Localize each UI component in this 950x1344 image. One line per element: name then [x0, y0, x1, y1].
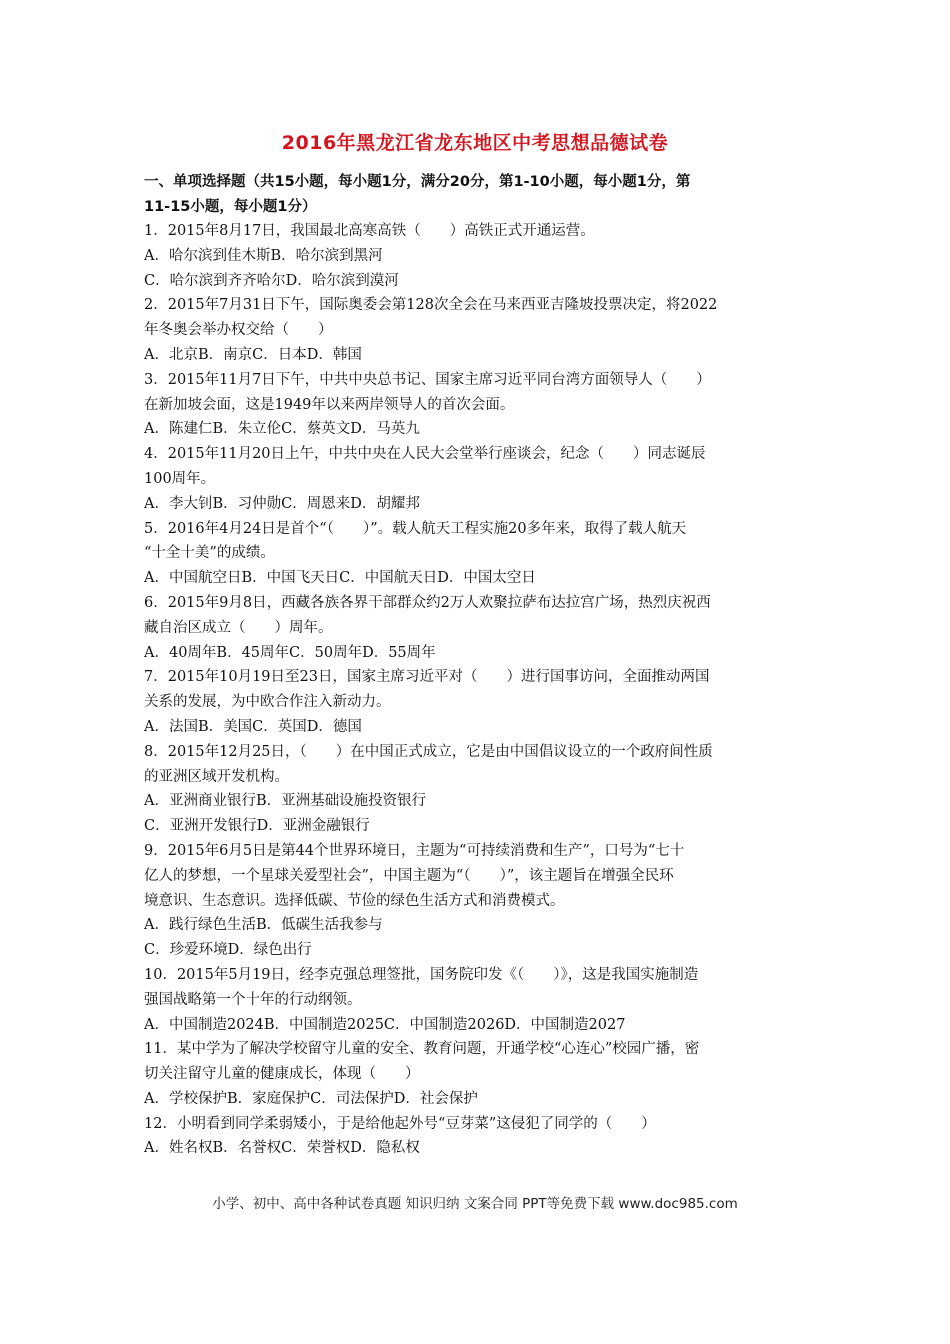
- text-line: 5．2016年4月24日是首个“（ ）”。载人航天工程实施20多年来，取得了载人航天: [144, 520, 687, 537]
- text-line: A．陈建仁B．朱立伦C．蔡英文D．马英九: [144, 421, 420, 438]
- text-line: A．北京B．南京C．日本D．韩国: [144, 346, 362, 363]
- exam-title: 2016年黑龙江省龙东地区中考思想品德试卷: [281, 132, 669, 154]
- text-line: A．中国制造2024B．中国制造2025C．中国制造2026D．中国制造2027: [144, 1016, 626, 1033]
- section-heading: [144, 170, 814, 220]
- text-line: 切关注留守儿童的健康成长，体现（ ）: [144, 1066, 420, 1083]
- text-line: 的亚洲区域开发机构。: [144, 768, 289, 785]
- section-heading-line: 一、单项选择题（共15小题，每小题1分，满分20分，第1-10小题，每小题1分，第: [144, 174, 691, 190]
- text-line: 亿人的梦想，一个星球关爱型社会”，中国主题为“（ ）”，该主题旨在增强全民环: [144, 867, 674, 884]
- text-line: 6．2015年9月8日，西藏各族各界干部群众约2万人欢聚拉萨布达拉宫广场，热烈庆祝西: [144, 594, 711, 611]
- text-line: 年冬奥会举办权交给（ ）: [144, 322, 333, 339]
- text-line: 藏自治区成立（ ）周年。: [144, 619, 333, 636]
- text-line: 境意识、生态意识。选择低碳、节俭的绿色生活方式和消费模式。: [144, 892, 565, 909]
- text-line: 12．小明看到同学柔弱矮小，于是给他起外号“豆芽菜”这侵犯了同学的（ ）: [144, 1115, 656, 1132]
- text-line: A．哈尔滨到佳木斯B．哈尔滨到黑河: [144, 247, 383, 264]
- text-line: 8．2015年12月25日，（ ）在中国正式成立，它是由中国倡议设立的一个政府间性质: [144, 743, 713, 760]
- text-line: A．李大钊B．习仲勋C．周恩来D．胡耀邦: [144, 495, 420, 512]
- text-line: 在新加坡会面，这是1949年以来两岸领导人的首次会面。: [144, 396, 515, 413]
- text-line: A．亚洲商业银行B．亚洲基础设施投资银行: [144, 793, 427, 810]
- text-line: 关系的发展，为中欧合作注入新动力。: [144, 694, 391, 711]
- text-line: 11．某中学为了解决学校留守儿童的安全、教育问题，开通学校“心连心”校园广播，密: [144, 1041, 700, 1058]
- text-line: C．亚洲开发银行D．亚洲金融银行: [144, 818, 370, 835]
- text-line: 10．2015年5月19日，经李克强总理签批，国务院印发《（ ）》，这是我国实施制造: [144, 966, 699, 983]
- text-line: C．珍爱环境D．绿色出行: [144, 942, 312, 959]
- text-line: A．践行绿色生活B．低碳生活我参与: [144, 917, 383, 934]
- text-line: A．姓名权B．名誉权C．荣誉权D．隐私权: [144, 1140, 420, 1157]
- text-line: 9．2015年6月5日是第44个世界环境日，主题为“可持续消费和生产”，口号为“七十: [144, 842, 685, 859]
- text-line: 强国战略第一个十年的行动纲领。: [144, 991, 362, 1008]
- footer-text: 小学、初中、高中各种试卷真题 知识归纳 文案合同 PPT等免费下载 www.doc985.com: [212, 1196, 738, 1212]
- text-line: 4．2015年11月20日上午，中共中央在人民大会堂举行座谈会，纪念（ ）同志诞辰: [144, 446, 706, 463]
- text-line: A．法国B．美国C．英国D．德国: [144, 718, 362, 735]
- text-line: 100周年。: [144, 470, 216, 487]
- text-line: “十全十美”的成绩。: [144, 545, 275, 562]
- section-heading-line: 11-15小题，每小题1分）: [144, 198, 317, 215]
- text-line: C．哈尔滨到齐齐哈尔D．哈尔滨到漠河: [144, 272, 399, 289]
- question-list: [144, 219, 812, 1161]
- text-line: A．40周年B．45周年C．50周年D．55周年: [144, 644, 436, 661]
- text-line: 3．2015年11月7日下午，中共中央总书记、国家主席习近平同台湾方面领导人（ ）: [144, 371, 711, 388]
- text-line: 2．2015年7月31日下午，国际奥委会第128次全会在马来西亚吉隆坡投票决定，将2022: [144, 297, 718, 314]
- text-line: A．学校保护B．家庭保护C．司法保护D．社会保护: [144, 1090, 478, 1107]
- text-line: 1．2015年8月17日，我国最北高寒高铁（ ）高铁正式开通运营。: [144, 223, 595, 239]
- text-line: 7．2015年10月19日至23日，国家主席习近平对（ ）进行国事访问，全面推动两国: [144, 669, 710, 686]
- text-line: A．中国航空日B．中国飞天日C．中国航天日D．中国太空日: [144, 570, 536, 587]
